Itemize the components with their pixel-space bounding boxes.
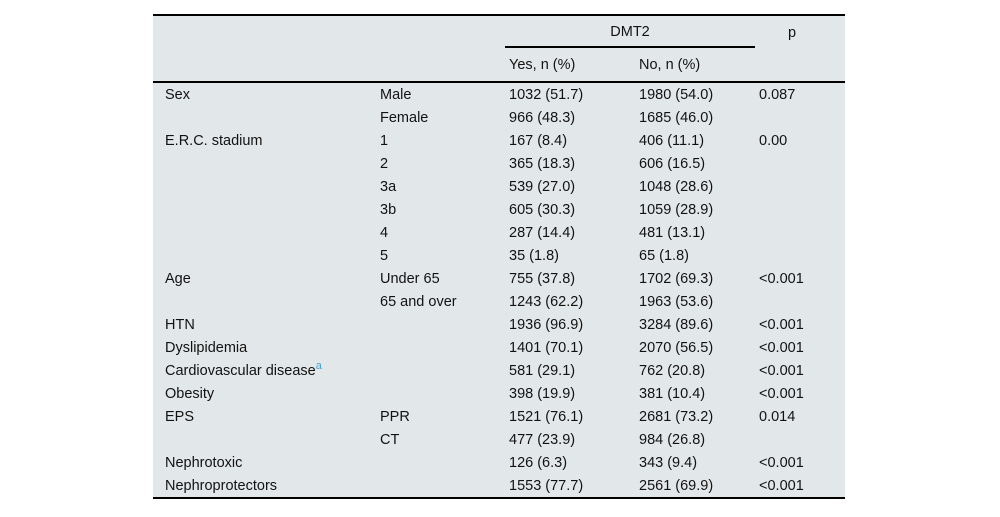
header-group-row xyxy=(153,15,845,48)
row-p-value-cell: <0.001 xyxy=(759,454,804,471)
row-no-value-cell: 2070 (56.5) xyxy=(639,339,714,356)
table-row xyxy=(153,244,845,267)
row-sublabel-cell: Male xyxy=(380,86,412,103)
row-sublabel-cell xyxy=(380,313,505,336)
row-label-cell: EPS xyxy=(165,408,195,425)
row-sublabel-cell: CT xyxy=(380,431,400,448)
row-yes-value-cell: 605 (30.3) xyxy=(509,201,576,218)
table-row xyxy=(153,82,845,106)
table-body xyxy=(153,82,845,498)
row-yes-value-cell: 287 (14.4) xyxy=(509,224,576,241)
table-row xyxy=(153,313,845,336)
header-p-cell: p xyxy=(788,25,797,41)
header-no-cell: No, n (%) xyxy=(635,48,755,82)
row-no-value-cell: 481 (13.1) xyxy=(639,224,706,241)
row-no-value-cell: 2561 (69.9) xyxy=(639,477,714,494)
row-yes-value-cell: 398 (19.9) xyxy=(509,385,576,402)
row-p-value-cell: <0.001 xyxy=(759,316,804,333)
row-sublabel-cell xyxy=(380,382,505,405)
table-row xyxy=(153,175,845,198)
header-empty-cell-2 xyxy=(153,48,505,82)
row-sublabel-cell: 65 and over xyxy=(380,293,457,310)
row-p-value-cell xyxy=(755,175,845,198)
row-no-value-cell: 1702 (69.3) xyxy=(639,270,714,287)
row-label-cell xyxy=(153,152,380,175)
row-no-value-cell: 406 (11.1) xyxy=(639,132,705,149)
header-empty-cell xyxy=(153,15,505,48)
row-p-value-cell xyxy=(755,198,845,221)
row-yes-value-cell: 539 (27.0) xyxy=(509,178,576,195)
header-group-cell xyxy=(505,15,755,48)
row-p-value-cell xyxy=(755,244,845,267)
row-label-cell: HTN xyxy=(165,316,195,333)
row-sublabel-cell: 5 xyxy=(380,247,389,264)
table-row xyxy=(153,382,845,405)
row-no-value-cell: 2681 (73.2) xyxy=(639,408,714,425)
row-label-cell: Cardiovascular disease$^a$ xyxy=(165,359,322,379)
table-row xyxy=(153,106,845,129)
row-label-cell xyxy=(153,175,380,198)
row-label-cell xyxy=(153,106,380,129)
row-yes-value-cell: 1401 (70.1) xyxy=(509,339,584,356)
row-no-value-cell: 381 (10.4) xyxy=(639,385,706,402)
row-p-value-cell xyxy=(755,152,845,175)
row-sublabel-cell xyxy=(380,359,505,382)
row-yes-value-cell: 1032 (51.7) xyxy=(509,86,584,103)
row-p-value-cell xyxy=(755,290,845,313)
row-label-cell: Dyslipidemia xyxy=(165,339,248,356)
table-row xyxy=(153,129,845,152)
table-row xyxy=(153,290,845,313)
row-no-value-cell: 65 (1.8) xyxy=(639,247,689,264)
row-sublabel-cell: Under 65 xyxy=(380,270,440,287)
row-no-value-cell: 1048 (28.6) xyxy=(639,178,714,195)
row-no-value-cell: 1963 (53.6) xyxy=(639,293,714,310)
row-p-value-cell: 0.00 xyxy=(759,132,788,149)
table-row xyxy=(153,336,845,359)
row-yes-value-cell: 477 (23.9) xyxy=(509,431,576,448)
row-sublabel-cell: 3a xyxy=(380,178,397,195)
row-sublabel-cell: 3b xyxy=(380,201,397,218)
row-sublabel-cell xyxy=(380,336,505,359)
header-yes-cell: Yes, n (%) xyxy=(505,48,635,82)
row-no-value-cell: 1980 (54.0) xyxy=(639,86,714,103)
row-label-cell xyxy=(153,244,380,267)
table-row xyxy=(153,198,845,221)
table-row xyxy=(153,221,845,244)
row-label-cell: Sex xyxy=(165,86,190,103)
patient-characteristics-table xyxy=(153,14,845,499)
row-yes-value-cell: 581 (29.1) xyxy=(509,362,576,379)
table-row xyxy=(153,428,845,451)
row-label-cell xyxy=(153,198,380,221)
row-p-value-cell: <0.001 xyxy=(759,270,804,287)
table-row xyxy=(153,267,845,290)
row-p-value-cell: 0.014 xyxy=(759,408,796,425)
row-yes-value-cell: 126 (6.3) xyxy=(509,454,568,471)
row-p-value-cell: <0.001 xyxy=(759,339,804,356)
table-row xyxy=(153,405,845,428)
row-no-value-cell: 984 (26.8) xyxy=(639,431,706,448)
row-label-cell xyxy=(153,221,380,244)
row-p-value-cell: 0.087 xyxy=(759,86,796,103)
row-sublabel-cell: 1 xyxy=(380,132,389,149)
group-header-dmt2: DMT2 xyxy=(505,24,755,48)
row-sublabel-cell: 4 xyxy=(380,224,389,241)
row-sublabel-cell xyxy=(380,451,505,474)
row-p-value-cell: <0.001 xyxy=(759,385,804,402)
header-subcolumn-row xyxy=(153,48,845,82)
row-no-value-cell: 1059 (28.9) xyxy=(639,201,714,218)
row-no-value-cell: 343 (9.4) xyxy=(639,454,698,471)
row-p-value-cell xyxy=(755,428,845,451)
header-empty-cell-3 xyxy=(755,48,845,82)
row-yes-value-cell: 167 (8.4) xyxy=(509,132,568,149)
row-label-cell: Obesity xyxy=(165,385,215,402)
row-yes-value-cell: 966 (48.3) xyxy=(509,109,576,126)
table-row xyxy=(153,474,845,498)
row-p-value-cell xyxy=(755,221,845,244)
row-no-value-cell: 762 (20.8) xyxy=(639,362,706,379)
row-yes-value-cell: 365 (18.3) xyxy=(509,155,576,172)
row-label-cell: Age xyxy=(165,270,191,287)
row-no-value-cell: 1685 (46.0) xyxy=(639,109,714,126)
row-sublabel-cell: 2 xyxy=(380,155,389,172)
row-label-cell xyxy=(153,290,380,313)
footnote-marker: a xyxy=(315,359,322,372)
row-no-value-cell: 3284 (89.6) xyxy=(639,316,714,333)
row-sublabel-cell: PPR xyxy=(380,408,410,425)
statistics-table xyxy=(153,14,845,499)
row-label-cell: E.R.C. stadium xyxy=(165,132,263,149)
row-sublabel-cell xyxy=(380,474,505,498)
row-no-value-cell: 606 (16.5) xyxy=(639,155,706,172)
table-row xyxy=(153,451,845,474)
row-p-value-cell: <0.001 xyxy=(759,477,804,494)
row-label-cell: Nephrotoxic xyxy=(165,454,243,471)
row-p-value-cell: <0.001 xyxy=(759,362,804,379)
row-label-cell: Nephroprotectors xyxy=(165,477,278,494)
row-yes-value-cell: 1553 (77.7) xyxy=(509,477,584,494)
row-yes-value-cell: 1243 (62.2) xyxy=(509,293,584,310)
row-sublabel-cell: Female xyxy=(380,109,429,126)
row-label-cell xyxy=(153,428,380,451)
row-yes-value-cell: 755 (37.8) xyxy=(509,270,576,287)
row-yes-value-cell: 1521 (76.1) xyxy=(509,408,584,425)
table-header xyxy=(153,15,845,82)
row-p-value-cell xyxy=(755,106,845,129)
row-yes-value-cell: 35 (1.8) xyxy=(509,247,559,264)
table-row xyxy=(153,152,845,175)
row-yes-value-cell: 1936 (96.9) xyxy=(509,316,584,333)
table-row xyxy=(153,359,845,382)
